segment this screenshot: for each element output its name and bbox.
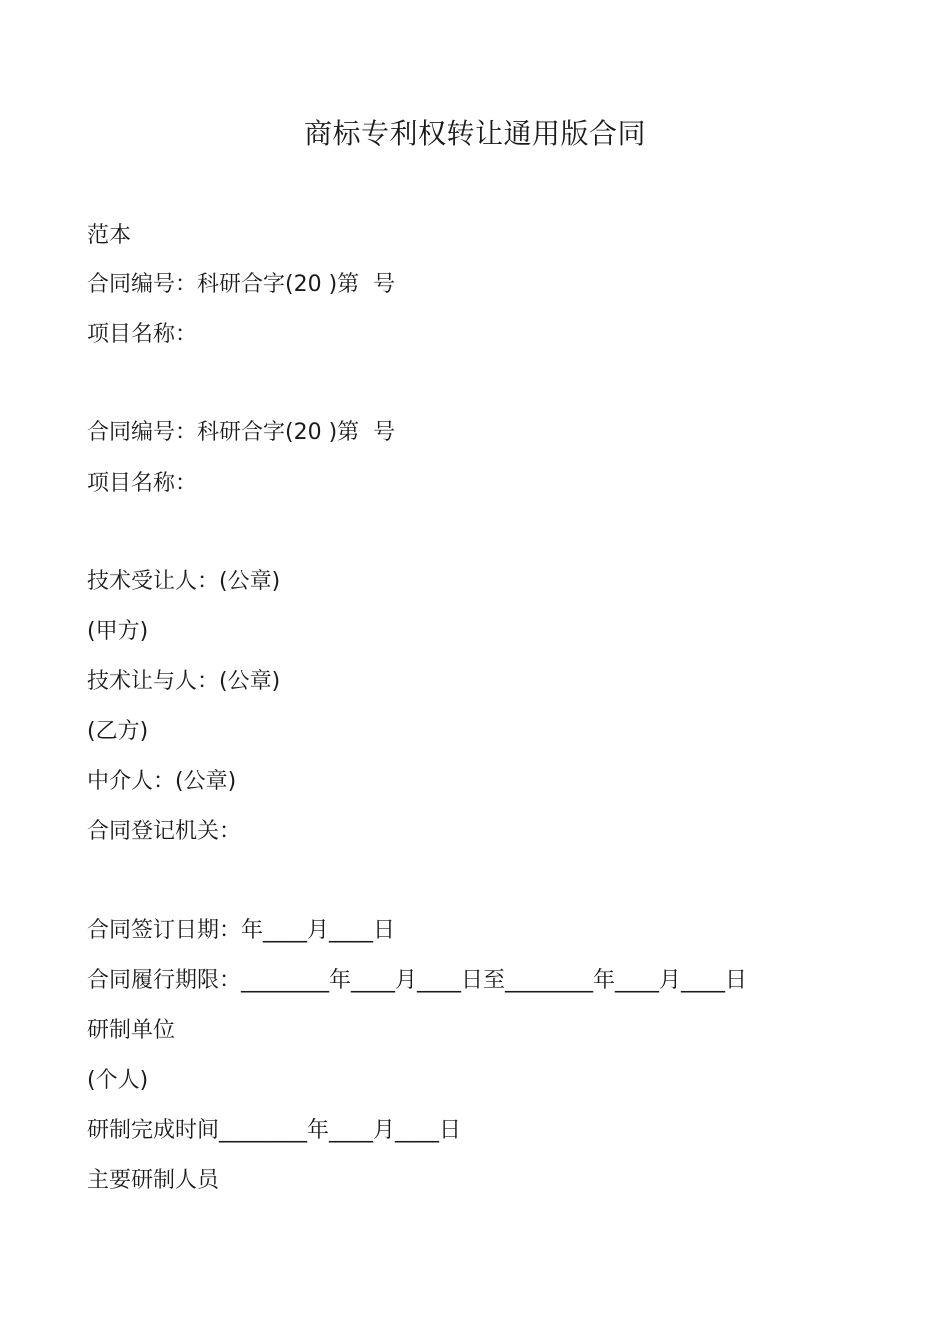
project-name-repeat: 项目名称： — [87, 471, 198, 496]
signing-date: 合同签订日期：年____月____日 — [87, 918, 396, 943]
performance-period: 合同履行期限：________年____月____日至________年____月____日 — [87, 968, 748, 993]
document-title: 商标专利权转让通用版合同 — [303, 117, 646, 150]
registration-authority: 合同登记机关： — [87, 819, 242, 844]
contract-number: 合同编号：科研合字(20 )第 号 — [87, 272, 396, 297]
party-a: (甲方) — [87, 619, 149, 644]
research-unit: 研制单位 — [87, 1018, 176, 1043]
intermediary: 中介人：(公章) — [87, 769, 237, 794]
technology-transferor: 技术让与人：(公章) — [87, 669, 281, 694]
main-researchers: 主要研制人员 — [87, 1168, 220, 1193]
technology-transferee: 技术受让人：(公章) — [87, 569, 281, 594]
completion-time: 研制完成时间________年____月____日 — [87, 1118, 462, 1143]
party-b: (乙方) — [87, 719, 149, 744]
individual: (个人) — [87, 1068, 149, 1093]
label-template: 范本 — [87, 223, 132, 248]
contract-number-repeat: 合同编号：科研合字(20 )第 号 — [87, 420, 396, 445]
project-name: 项目名称： — [87, 322, 198, 347]
